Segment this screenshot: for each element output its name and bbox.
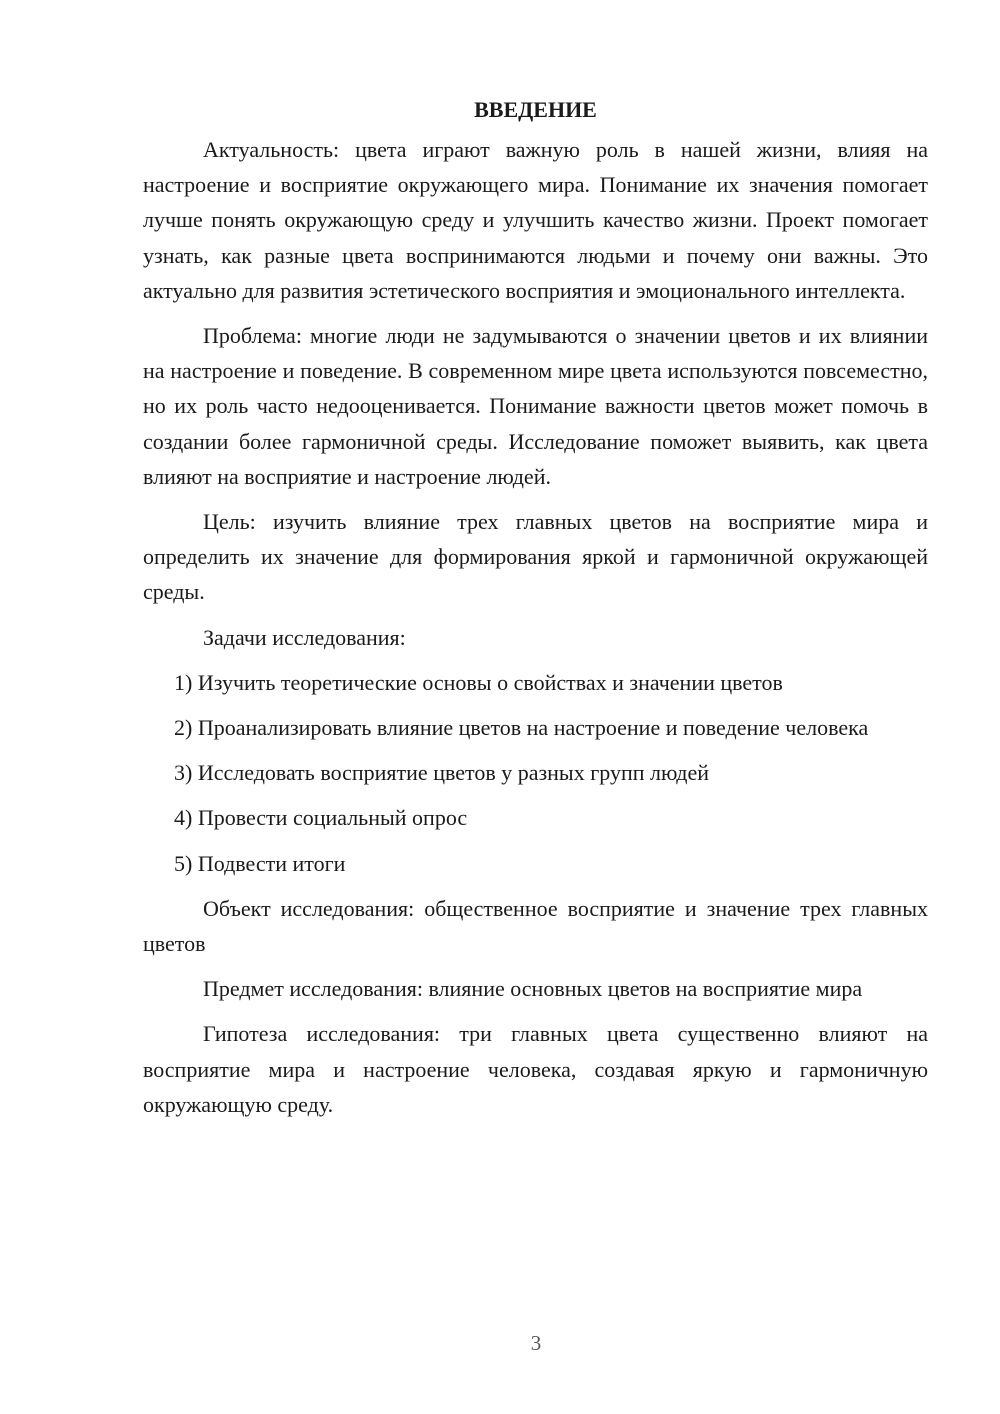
document-title: ВВЕДЕНИЕ <box>474 97 597 122</box>
task-item-3: 3) Исследовать восприятие цветов у разных групп людей <box>174 760 710 786</box>
task-item-5: 5) Подвести итоги <box>174 850 346 876</box>
paragraph-hypothesis: Гипотеза исследования: три главных цвета существенно влияют на восприятие мира и настроение человека, создавая яркую и гармоничную окружающую среду. <box>143 1021 928 1117</box>
paragraph-subject: Предмет исследования: влияние основных цветов на восприятие мира <box>203 976 863 1002</box>
paragraph-problem: Проблема: многие люди не задумываются о значении цветов и их влиянии на настроение и поведение. В современном мире цвета используются повсеместно, но их роль часто недооценивается. Понимание важности цветов может помочь в создании более гармоничной среды. Исследование поможет выявить, как цвета влияют на восприятие и настроение людей. <box>143 323 928 489</box>
paragraph-tasks-heading: Задачи исследования: <box>203 624 406 650</box>
document-page <box>143 92 928 1132</box>
paragraph-relevance: Актуальность: цвета играют важную роль в нашей жизни, влияя на настроение и восприятие окружающего мира. Понимание их значения помогает лучше понять окружающую среду и улучшить качество жизни. Проект помогает узнать, как разные цвета воспринимаются людьми и почему они важны. Это актуально для развития эстетического восприятия и эмоционального интеллекта. <box>143 137 928 303</box>
task-item-4: 4) Провести социальный опрос <box>174 805 468 831</box>
paragraph-object: Объект исследования: общественное восприятие и значение трех главных цветов <box>143 895 928 957</box>
page-number: 3 <box>530 1331 542 1355</box>
paragraph-goal: Цель: изучить влияние трех главных цветов на восприятие мира и определить их значение для формирования яркой и гармоничной окружающей среды. <box>143 509 928 605</box>
task-item-1: 1) Изучить теоретические основы о свойствах и значении цветов <box>174 669 783 695</box>
task-item-2: 2) Проанализировать влияние цветов на настроение и поведение человека <box>174 715 869 741</box>
